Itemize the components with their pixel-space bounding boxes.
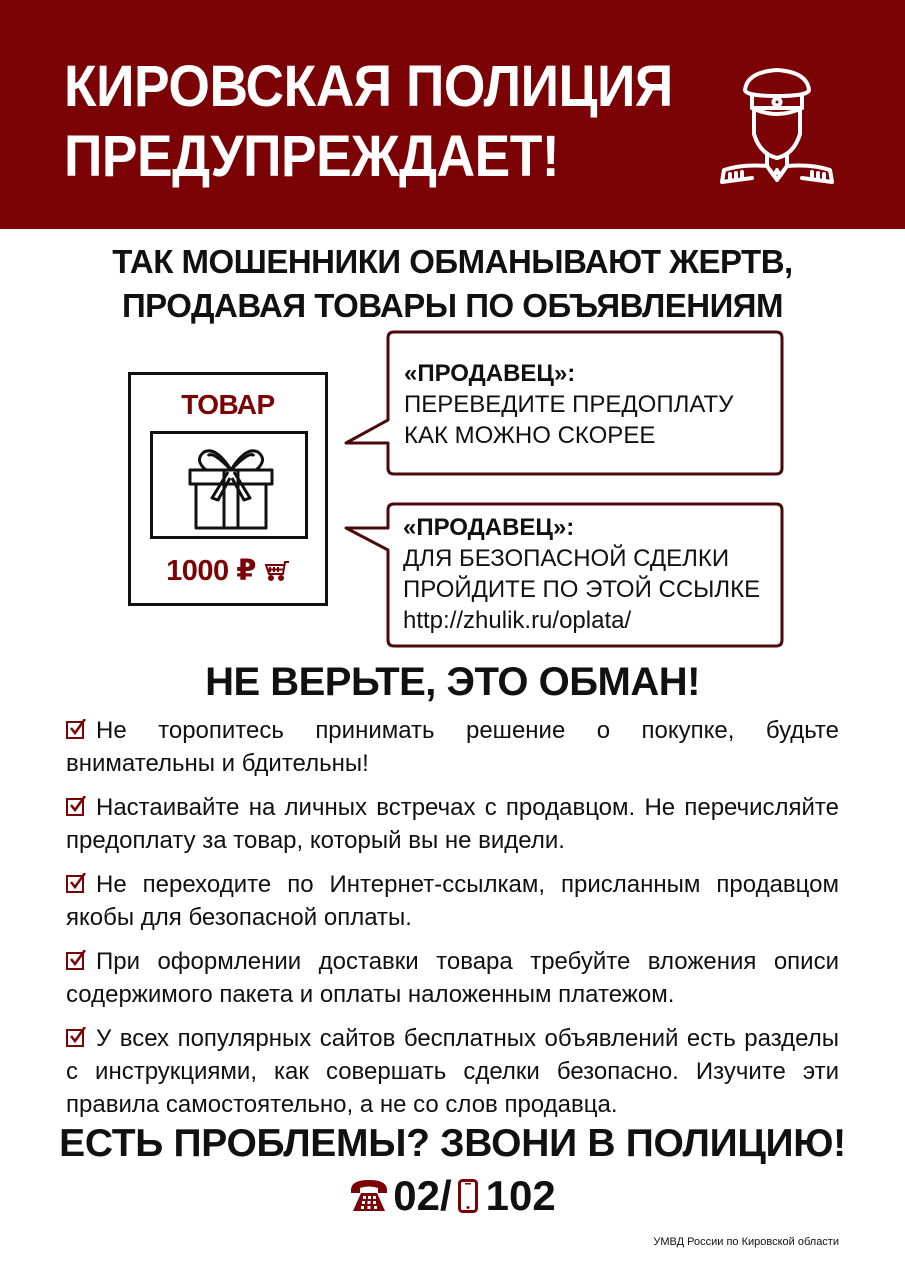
speech-bubble-text [404,358,733,451]
tip-text: У всех популярных сайтов бесплатных объявлений есть разделы с инструкциями, как совершать сделки безопасно. Изучите эти правила самостоятельно, а не со слов продавца. [66,1025,839,1118]
landline-number: 02/ [393,1172,452,1219]
product-price: 1000 ₽ [166,555,256,587]
mobile-number: 102 [485,1172,556,1219]
subtitle [0,240,905,328]
shopping-cart-icon [264,560,290,582]
header-title-line1: КИРОВСКАЯ ПОЛИЦИЯ [64,54,673,119]
product-image-frame [150,431,308,539]
bubble-line: ПРОЙДИТЕ ПО ЭТОЙ ССЫЛКЕ [403,576,761,603]
speech-bubble-text [403,512,760,636]
checkbox-checked-icon [66,721,84,739]
speech-bubble-2 [340,500,786,650]
tip-text: Не торопитесь принимать решение о покупке, будьте внимательны и бдительны! [66,717,839,777]
tip-item [66,945,839,1011]
police-officer-icon [712,62,842,184]
bubble-line: ПЕРЕВЕДИТЕ ПРЕДОПЛАТУ [404,391,734,418]
product-card [128,372,328,606]
bubble-line: КАК МОЖНО СКОРЕЕ [404,422,656,449]
call-to-action-heading: ЕСТЬ ПРОБЛЕМЫ? ЗВОНИ В ПОЛИЦИЮ! [59,1122,846,1165]
tip-item [66,868,839,934]
speaker-label: «ПРОДАВЕЦ»: [403,514,575,541]
mobile-phone-icon [458,1179,478,1213]
subtitle-line1: ТАК МОШЕННИКИ ОБМАНЫВАЮТ ЖЕРТВ, [112,243,793,280]
speaker-label: «ПРОДАВЕЦ»: [404,360,576,387]
telephone-icon [349,1178,389,1214]
product-price-row [131,553,325,588]
warning-heading: НЕ ВЕРЬТЕ, ЭТО ОБМАН! [205,660,700,704]
checkbox-checked-icon [66,952,84,970]
checkbox-checked-icon [66,875,84,893]
tip-text: Настаивайте на личных встречах с продавцом. Не перечисляйте предоплату за товар, который вы не видели. [66,794,839,854]
header-title [64,52,673,192]
tip-text: При оформлении доставки товара требуйте вложения описи содержимого пакета и оплаты наложенным платежом. [66,948,839,1008]
tip-text: Не переходите по Интернет-ссылкам, присланным продавцом якобы для безопасной оплаты. [66,871,839,931]
subtitle-line2: ПРОДАВАЯ ТОВАРЫ ПО ОБЪЯВЛЕНИЯМ [121,287,784,324]
bubble-line: ДЛЯ БЕЗОПАСНОЙ СДЕЛКИ [403,545,730,572]
tip-item [66,791,839,857]
header-title-line2: ПРЕДУПРЕЖДАЕТ! [64,124,560,189]
checkbox-checked-icon [66,798,84,816]
gift-icon [186,440,276,532]
product-label: ТОВАР [181,389,275,420]
phone-numbers [0,1172,905,1220]
tip-item [66,1022,839,1121]
tips-list [66,714,839,1132]
checkbox-checked-icon [66,1029,84,1047]
speech-bubble-1 [340,328,786,478]
header-banner [0,0,905,229]
footer-credit: УМВД России по Кировской области [653,1236,839,1248]
bubble-link-text: http://zhulik.ru/oplata/ [403,607,632,634]
tip-item [66,714,839,780]
